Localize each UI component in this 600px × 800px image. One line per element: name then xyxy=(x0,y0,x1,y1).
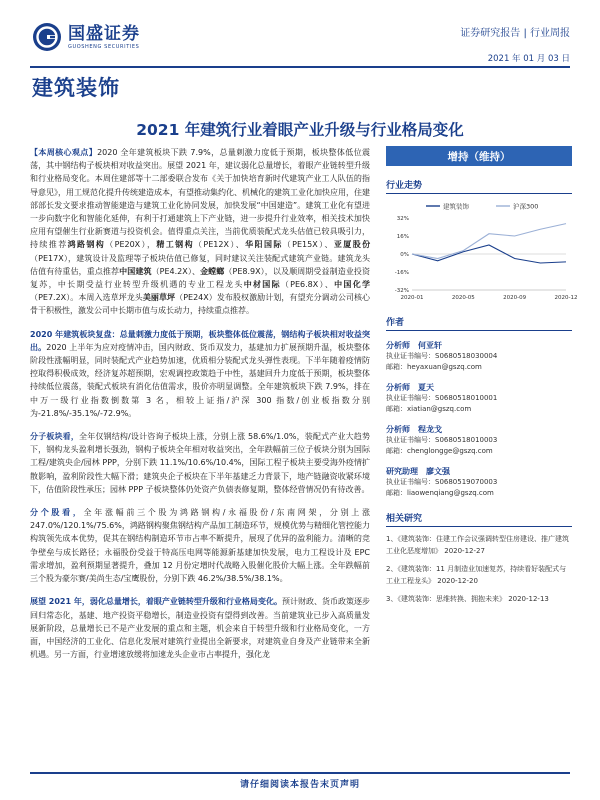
core-view-lead: 【本周核心观点】 xyxy=(30,148,98,157)
report-body xyxy=(30,146,370,669)
related-report-title: 1、《建筑装饰：住建工作会议强调转型住房建设、推广建筑工业化恶度增加》 xyxy=(386,535,569,555)
stock-pe: （PE4.2X） xyxy=(151,266,192,276)
authors-section-title: 作者 xyxy=(386,315,572,331)
outlook-text: 预计财政、货币政策逐步回归常态化，基建、地产投资平稳增长，制造业投资有望得到改善。当前建筑业已步入高质量发展新阶段，总量增长已不是产业发展的重点和主题，机会来自于转型升级和行业格局变化，一方面，中国经济的工业化、信息化发展对建筑行业提出全新要求，对建筑业自身及产业链带来全新机遇。另一方面，行业增速放缓将加速龙头企业市占率提升，强化龙 xyxy=(30,597,370,660)
legend-label: 沪深300 xyxy=(513,202,539,211)
header-divider xyxy=(30,66,570,68)
stock-name: 亚厦股份 xyxy=(333,240,371,250)
author-role: 分析师 xyxy=(386,341,410,350)
stock-name: 美丽草坪 xyxy=(142,293,176,303)
stocks-text: 全年涨幅前三个股为鸿路钢构/永福股份/东南网架，分别上涨 247.0%/120.1%/75.6%，鸿路钢构聚焦钢结构产品加工制造环节，规模优势与精细化管控能力构筑领先成本优势，促其在钢结构制造环节市占率不断提升，展现了优异的盈利能力。清晰的竞争壁垒与成长路径；永福股份受益于特高压电网等能源新基建加快发展，电力工程设计及 EPC 需求增加，盈利预期显著提升，叠加 12 月份定增时代战略入股催化股价大幅上涨。全年跌幅前三个股为豪尔赛/美尚生态/宝鹰股份，分别下跌 46.2%/38.5%/38.1%。 xyxy=(30,508,371,584)
sep: ， xyxy=(146,240,157,250)
stock-name: 精工钢构 xyxy=(156,240,194,250)
subsector-text: 全年仅钢结构/设计咨询子板块上涨，分别上涨 58.6%/1.0%，装配式产业大趋势下，钢构龙头盈利增长强劲，钢构子板块全年相对收益突出，全年跌幅前三位子板块分别为国际工程/建筑央企/园林 PPP，分别下跌 11.1%/10.6%/10.4%，国际工程子板块主要受海外疫情扩散影响，盈利阶段性大幅下滑；建筑央企子板块在下半年基建乏力背景下，地产链融资收紧环境下，估值阶段性承压；园林 PPP 子板块整体仍处资产负债表修复期，整体经营情况仍有待改善。 xyxy=(30,432,371,494)
core-view-paragraph xyxy=(30,146,370,318)
industry-name: 建筑装饰 xyxy=(32,76,120,100)
stock-name: 华阳国际 xyxy=(245,240,283,250)
outlook-lead: 展望 2021 年，弱化总量增长，着眼产业链转型升级和行业格局变化。 xyxy=(30,597,282,607)
stock-pe: （PE12X） xyxy=(193,240,236,250)
y-tick-label: -32% xyxy=(394,288,409,294)
stock-name: 鸿路钢构 xyxy=(67,240,106,250)
stock-pe: （PE6.8X） xyxy=(280,280,325,290)
stock-pe: （PE17X） xyxy=(30,253,69,263)
author-list xyxy=(386,340,572,499)
author-role: 分析师 xyxy=(386,383,410,392)
legend-label: 建筑装饰 xyxy=(443,202,469,211)
author-role: 研究助理 xyxy=(386,467,418,476)
related-report-date: 2020-12-13 xyxy=(508,595,549,603)
related-report-date: 2020-12-27 xyxy=(444,547,485,555)
stock-pe: （PE7.2X） xyxy=(30,293,71,303)
stock-name: 中材国际 xyxy=(243,280,281,290)
author-entry xyxy=(386,424,572,457)
stock-name: 中国建筑 xyxy=(119,266,152,276)
related-research-list xyxy=(386,533,572,605)
y-tick-label: 32% xyxy=(396,216,409,222)
author-role: 分析师 xyxy=(386,425,410,434)
y-tick-label: 0% xyxy=(400,252,409,258)
author-email[interactable]: 邮箱：heyaxuan@gszq.com xyxy=(386,363,482,371)
p1-text-4: 。本周入选草坪龙头 xyxy=(70,293,143,303)
author-name: 程龙戈 xyxy=(418,425,442,434)
author-name: 何亚轩 xyxy=(418,341,442,350)
related-research-title: 相关研究 xyxy=(386,511,572,527)
sep: 、 xyxy=(191,266,201,276)
sep: 、 xyxy=(324,280,335,290)
report-type: 证券研究报告 | 行业周报 xyxy=(460,28,570,39)
trend-section-title: 行业走势 xyxy=(386,178,572,194)
sidebar xyxy=(386,146,578,605)
footer-divider xyxy=(30,772,570,774)
review-lead: 2020 年建筑板块复盘：总量刺激力度低于预期，板块整体低位震荡，钢结构子板块相对收益突出。 xyxy=(30,329,370,352)
series-line xyxy=(412,224,566,259)
x-tick-label: 2020-05 xyxy=(451,295,475,301)
author-cert: 执业证书编号：S0680518030004 xyxy=(386,352,498,360)
related-report[interactable] xyxy=(386,533,572,557)
trend-chart-svg xyxy=(386,198,578,303)
author-entry xyxy=(386,466,572,499)
author-name: 夏天 xyxy=(418,383,434,392)
stock-name: 中国化学 xyxy=(334,280,371,290)
author-email[interactable]: 邮箱：chenglongge@gszq.com xyxy=(386,447,493,455)
author-cert: 执业证书编号：S0680518010003 xyxy=(386,436,498,444)
author-cert: 执业证书编号：S0680518010001 xyxy=(386,394,498,402)
trend-chart xyxy=(386,198,578,303)
outlook-paragraph xyxy=(30,595,370,661)
related-report-date: 2020-12-20 xyxy=(437,577,478,585)
p1-text-3: ，以及顺周期受益制造业投资复苏，中长期受益行业转型升级机遇的专业工程龙头 xyxy=(30,266,371,290)
related-report[interactable] xyxy=(386,593,572,605)
subsector-paragraph xyxy=(30,430,370,496)
report-title: 2021 年建筑行业着眼产业升级与行业格局变化 xyxy=(136,121,464,139)
logo-chinese-name: 国盛证券 xyxy=(68,24,140,44)
logo-english-name: GUOSHENG SECURITIES xyxy=(68,44,140,50)
sep: 、 xyxy=(324,240,334,250)
logo xyxy=(32,22,140,52)
p1-text-2: ，建筑设计及监理等子板块估值已修复，同时建议关注装配式建筑产业链。建筑龙头估值有待重估，重点推荐 xyxy=(30,253,370,276)
y-tick-label: -16% xyxy=(394,270,409,276)
stocks-paragraph xyxy=(30,506,370,585)
guosheng-logo-icon xyxy=(32,22,62,52)
sep: 、 xyxy=(235,240,246,250)
stock-pe: （PE24X） xyxy=(175,293,217,303)
x-tick-label: 2020-09 xyxy=(503,295,527,301)
stock-pe: （PE20X） xyxy=(105,240,147,250)
y-tick-label: 16% xyxy=(396,234,409,240)
p1-text-1: 2020 全年建筑板块下跌 7.9%，总量刺激力度低于预期，板块整体低位震荡，其中钢结构子板块相对收益突出。展望 2021 年，建议弱化总量增长，着眼产业链转型升级和行业格局变化。本周住建部等十二部委联合发布《关于加快培育新时代建筑产业工人队伍的指导意见》，用工规范化提升传统建造成本，有望推动集约化、机械化的建筑工业化加快应用，住建部部长发文要求推动智能建造与建筑工业化协同发展，加快发展“中国建造”。建筑工业化有望进一步向数字化和智能化延伸，有利于打通建筑上下产业链，进一步提升行业效率，相关技术加快应用有望催生行业新赛道与投资机会。值得重点关注，当前优质装配式龙头估值已较具吸引力，持续推荐 xyxy=(30,148,370,250)
x-tick-label: 2020-12 xyxy=(554,295,578,301)
related-report-title: 2、《建筑装饰：11 月制造业加速复苏，持续看好装配式与工业工程龙头》 xyxy=(386,565,567,585)
rating-badge: 增持（维持） xyxy=(386,146,572,166)
stock-name: 金螳螂 xyxy=(200,266,225,276)
related-report-title: 3、《建筑装饰：思维转换、拥抱未来》 xyxy=(386,595,506,603)
stock-pe: （PE8.9X） xyxy=(224,266,265,276)
related-report[interactable] xyxy=(386,563,572,587)
review-text: 2020 上半年为应对疫情冲击，国内财政、货币双发力，基建加力扩展预期升温，板块整体阶段性涨幅明显，同时装配式产业趋势加速，优质相分装配式龙头弹性表现。下半年随着疫情防控取得积极成效，经济复苏超预期，宏观调控政策趋于中性，基建回升力度低于预期，板块整体持续低位震荡，装配式板块有消化估值需求，股价亦明显调整。全年建筑板块下跌 7.9%，排在中万一级行业指数倒数第 3 名，相较上证指/沪深 300 指数/创业板指数分别为-21.8%/-35.1%/-72.9%。 xyxy=(30,342,370,418)
author-email[interactable]: 邮箱：xiatian@gszq.com xyxy=(386,405,472,413)
x-tick-label: 2020-01 xyxy=(400,295,424,301)
stock-pe: （PE15X） xyxy=(282,240,325,250)
subsector-lead: 分子板块看， xyxy=(30,432,80,442)
footer-notice: 请仔细阅读本报告末页声明 xyxy=(239,780,360,790)
review-paragraph xyxy=(30,328,370,420)
author-name: 廖文强 xyxy=(426,467,450,476)
stocks-lead: 分个股看， xyxy=(30,508,84,518)
author-cert: 执业证书编号：S0680519070003 xyxy=(386,478,498,486)
author-email[interactable]: 邮箱：liaowenqiang@gszq.com xyxy=(386,489,494,497)
author-entry xyxy=(386,340,572,373)
p1-text-5: 发布股权激励计划，有望充分调动公司核心骨干积极性，激发公司中长期市值与成长动力，持续重点推荐。 xyxy=(30,293,371,316)
report-date: 2021 年 01 月 03 日 xyxy=(487,54,570,64)
author-entry xyxy=(386,382,572,415)
